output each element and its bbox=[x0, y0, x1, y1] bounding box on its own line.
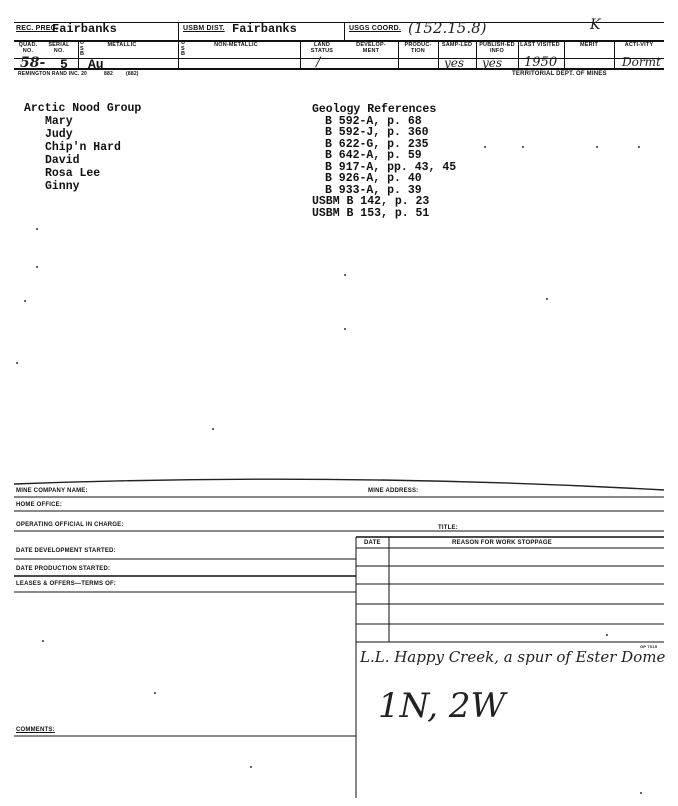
col-merit: MERIT bbox=[579, 42, 599, 48]
rec-prec-label: REC. PREC. bbox=[16, 25, 59, 32]
mine-address-label: MINE ADDRESS: bbox=[368, 488, 419, 494]
reference-item: B 592-J, p. 360 bbox=[325, 126, 429, 139]
col-quad-no: QUAD. NO. bbox=[18, 42, 38, 54]
scan-speck bbox=[640, 792, 642, 794]
printer-note: REMINGTON RAND INC. 20 bbox=[18, 71, 88, 77]
col-production: PRODUC-TION bbox=[404, 42, 432, 54]
reference-item: USBM B 153, p. 51 bbox=[312, 206, 430, 220]
home-office-label: HOME OFFICE: bbox=[16, 502, 63, 508]
comments-label: COMMENTS: bbox=[16, 727, 55, 733]
date-production-label: DATE PRODUCTION STARTED: bbox=[16, 566, 111, 572]
usbm-dist-value: Fairbanks bbox=[232, 22, 297, 36]
col-activity: ACTI-VITY bbox=[624, 42, 654, 48]
date-column-label: DATE bbox=[364, 540, 381, 546]
col-nonmetallic-prefix: U S B bbox=[181, 40, 186, 57]
col-last-visited: LAST VISITED bbox=[520, 42, 560, 48]
scan-speck bbox=[606, 634, 608, 636]
col-nonmetallic: NON-METALLIC bbox=[214, 42, 258, 48]
usgs-coord-label: USGS COORD. bbox=[349, 25, 401, 32]
row-quad: 58- bbox=[20, 55, 46, 71]
date-development-label: DATE DEVELOPMENT STARTED: bbox=[16, 548, 116, 554]
col-samples: SAMP-LED bbox=[441, 42, 473, 48]
handwritten-coords: 1N, 2W bbox=[378, 686, 506, 726]
row-published: yes bbox=[482, 56, 503, 70]
reason-column-label: REASON FOR WORK STOPPAGE bbox=[452, 540, 552, 546]
col-development: DEVELOP-MENT bbox=[356, 42, 386, 54]
rec-prec-value: Fairbanks bbox=[52, 22, 117, 36]
claims-group: Arctic Nood Group bbox=[24, 102, 142, 115]
handwritten-location: L.L. Happy Creek, a spur of Ester Dome bbox=[360, 648, 666, 666]
corner-mark: K bbox=[590, 17, 601, 33]
operating-official-label: OPERATING OFFICIAL IN CHARGE: bbox=[16, 522, 124, 528]
title-label: TITLE: bbox=[438, 525, 458, 531]
printer-code-1: 882 bbox=[104, 71, 113, 77]
claim-item: Rosa Lee bbox=[45, 167, 101, 180]
form-number: GP 7015 bbox=[640, 644, 658, 649]
reference-item: B 622-G, p. 235 bbox=[325, 137, 429, 151]
claim-item: Ginny bbox=[45, 180, 80, 193]
row-last-visited: 1950 bbox=[524, 55, 558, 70]
row-activity: Dormt bbox=[622, 55, 661, 69]
scan-speck bbox=[42, 640, 44, 642]
reference-item: USBM B 142, p. 23 bbox=[312, 195, 430, 208]
reference-item: B 933-A, p. 39 bbox=[325, 183, 422, 197]
reference-item: B 642-A, p. 59 bbox=[325, 149, 422, 162]
row-metallic: Au bbox=[88, 57, 104, 72]
row-samples: yes bbox=[444, 56, 465, 70]
col-serial-no: SERIAL NO. bbox=[48, 42, 70, 54]
leases-label: LEASES & OFFERS—TERMS OF: bbox=[16, 581, 117, 587]
col-published: PUBLISH-ED INFO bbox=[479, 42, 515, 54]
reference-item: B 926-A, p. 40 bbox=[325, 172, 422, 185]
printer-code-2: (882) bbox=[126, 71, 139, 77]
row-serial: 5 bbox=[60, 57, 68, 72]
scan-speck bbox=[154, 692, 156, 694]
claim-item: Mary bbox=[45, 115, 73, 128]
reference-item: B 592-A, p. 68 bbox=[325, 114, 422, 128]
usgs-coord-value: (152.15.8) bbox=[408, 19, 487, 37]
reference-item: B 917-A, pp. 43, 45 bbox=[325, 160, 457, 174]
col-metallic: METALLIC bbox=[107, 42, 137, 48]
col-land-status: LAND STATUS bbox=[310, 42, 334, 54]
row-land-status: / bbox=[316, 55, 321, 70]
references-title: Geology References bbox=[312, 103, 437, 116]
agency-name: TERRITORIAL DEPT. OF MINES bbox=[512, 71, 607, 77]
col-metallic-prefix: U S B bbox=[80, 40, 85, 57]
claim-item: Judy bbox=[45, 128, 73, 141]
mine-company-name-label: MINE COMPANY NAME: bbox=[16, 488, 88, 494]
scan-speck bbox=[250, 766, 252, 768]
usbm-dist-label: USBM DIST. bbox=[183, 25, 225, 32]
claim-item: Chip'n Hard bbox=[45, 141, 121, 154]
claim-item: David bbox=[45, 154, 80, 167]
